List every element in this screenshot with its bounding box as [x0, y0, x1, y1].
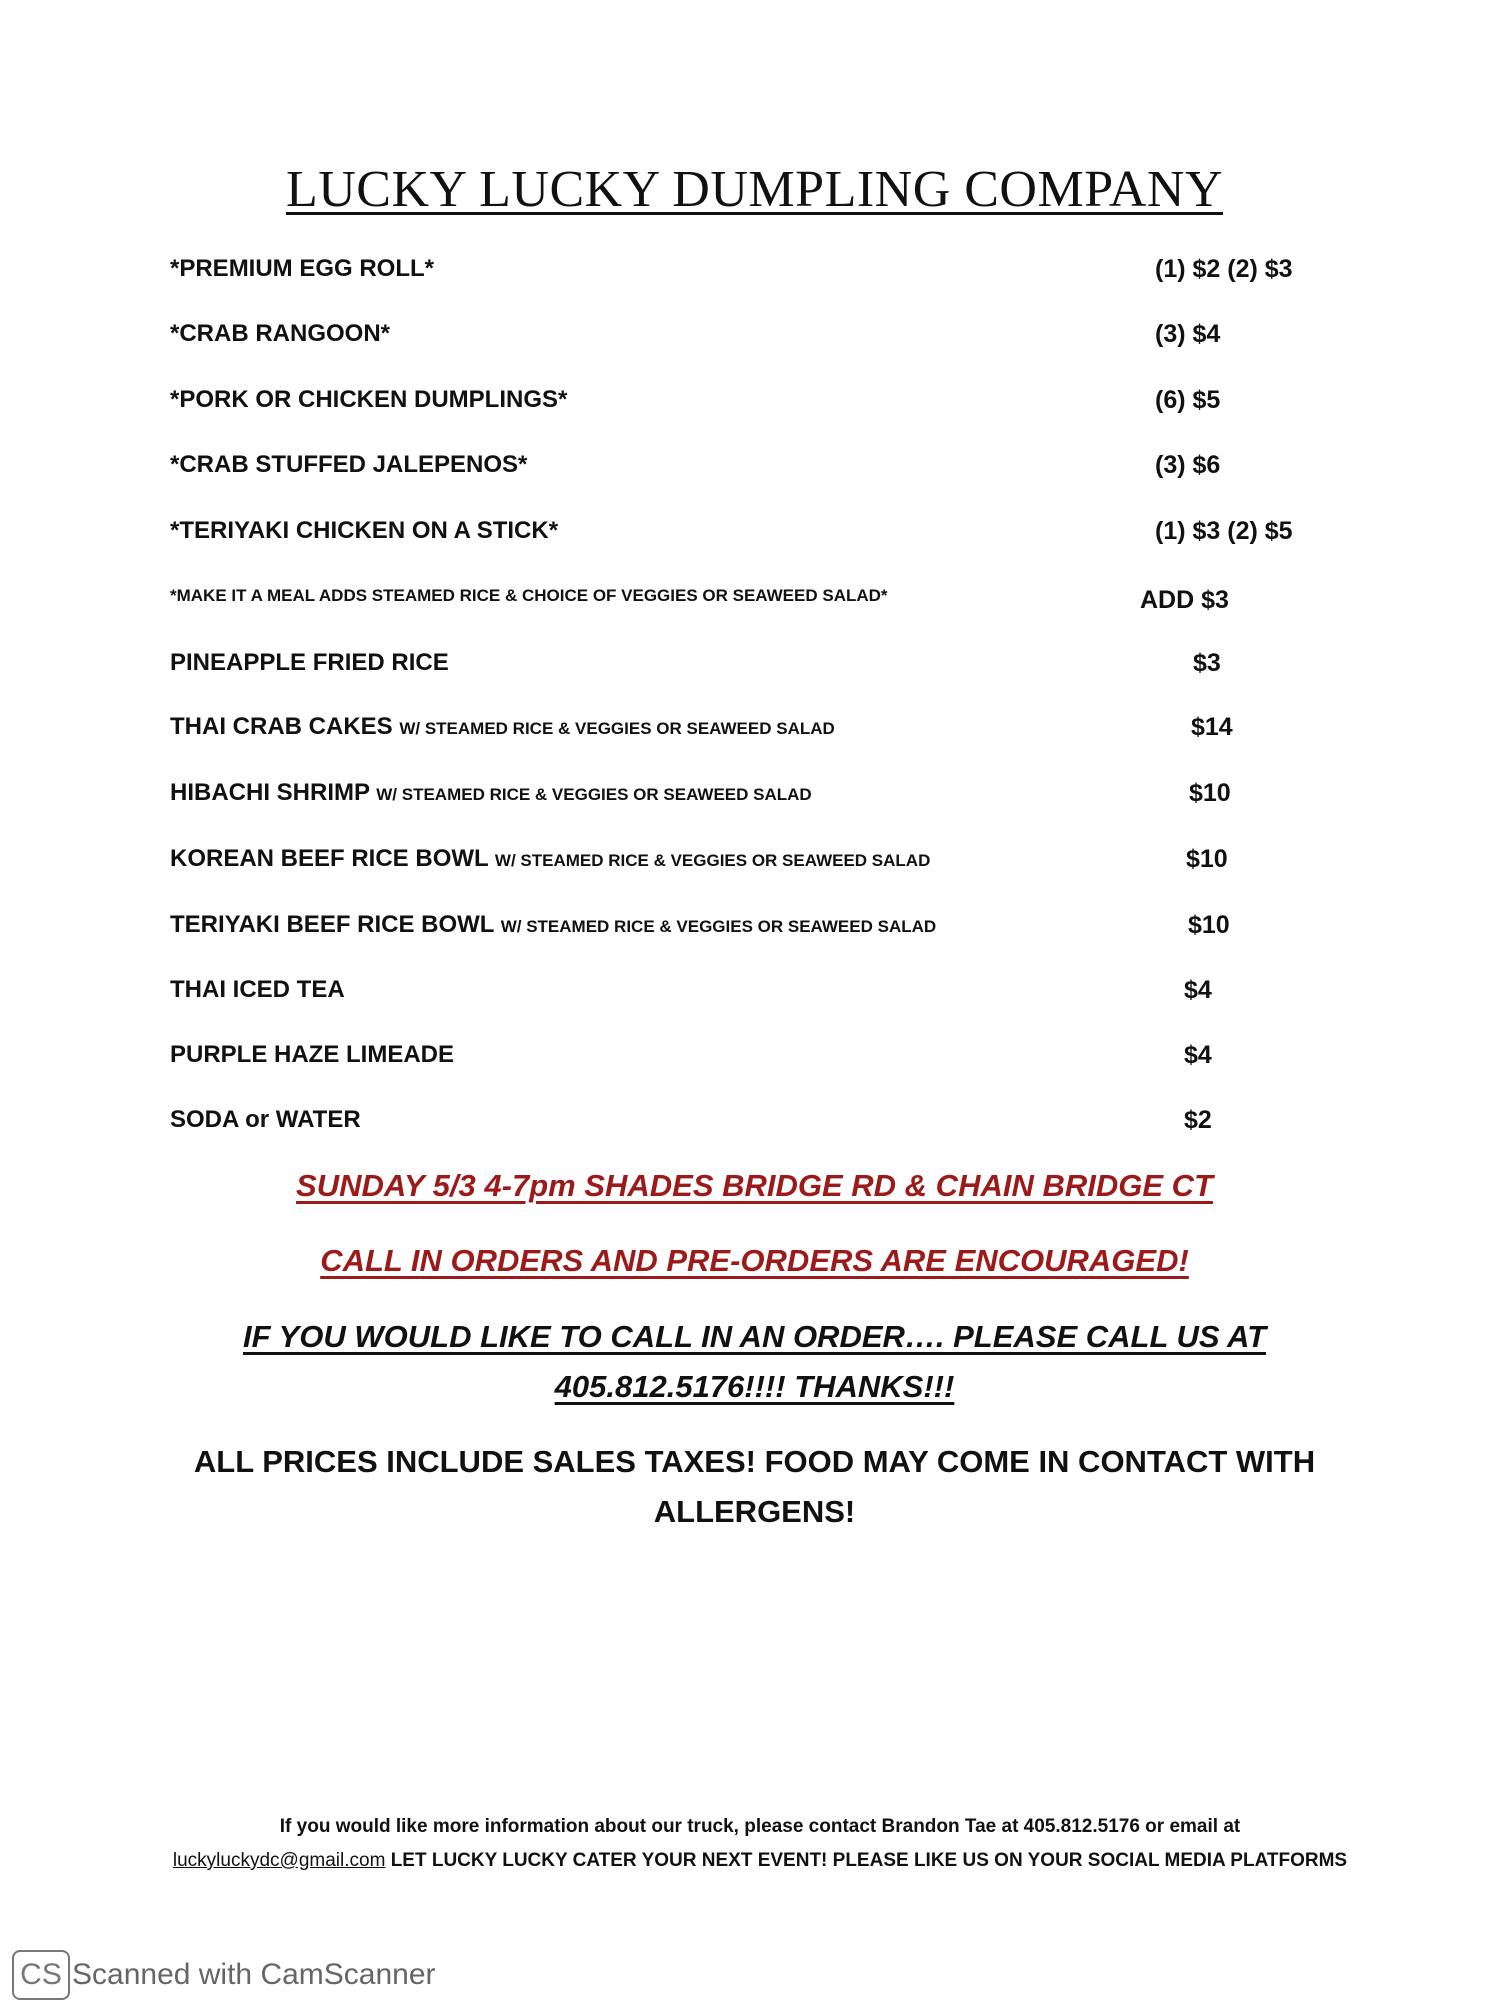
menu-item-name: *CRAB RANGOON*	[170, 320, 391, 347]
menu-item-price: $14	[1191, 713, 1233, 741]
footer-contact-line: If you would like more information about our truck, please contact Brandon Tae at 405.812.5176 or email at	[279, 1816, 1241, 1837]
camscanner-logo-icon: CS	[12, 1950, 70, 2000]
menu-item-name: THAI ICED TEA	[170, 976, 345, 1003]
call-order-line: IF YOU WOULD LIKE TO CALL IN AN ORDER…. PLEASE CALL US AT	[242, 1319, 1267, 1354]
menu-item	[170, 255, 1310, 295]
menu-item	[170, 386, 1310, 426]
menu-item-price: $4	[1184, 1041, 1212, 1069]
menu-item	[170, 713, 1310, 753]
menu-item-name: PINEAPPLE FRIED RICE	[170, 649, 449, 676]
menu-item	[170, 976, 1310, 1016]
menu-item	[170, 517, 1310, 557]
menu-item-name: SODA or WATER	[170, 1106, 361, 1133]
menu-item-name: *PORK OR CHICKEN DUMPLINGS*	[170, 386, 568, 413]
email-link[interactable]: luckyluckydc@gmail.com	[172, 1850, 386, 1871]
menu-item-price: (1) $3 (2) $5	[1155, 517, 1293, 545]
footer-contact	[170, 1810, 1350, 1878]
menu-item-name-group	[170, 845, 930, 873]
menu-item-name: HIBACHI SHRIMP	[170, 779, 370, 806]
camscanner-text: Scanned with CamScanner	[72, 1958, 436, 1991]
menu-item	[170, 911, 1310, 951]
menu-item	[170, 1041, 1310, 1081]
menu-item-name-group	[170, 779, 812, 807]
footer-cater-text: LET LUCKY LUCKY CATER YOUR NEXT EVENT! PLEASE LIKE US ON YOUR SOCIAL MEDIA PLATFORMS	[390, 1850, 1348, 1871]
menu-item-name: THAI CRAB CAKES	[170, 713, 393, 740]
menu-item-price: $3	[1193, 649, 1221, 677]
menu-item-note: W/ STEAMED RICE & VEGGIES OR SEAWEED SALAD	[376, 785, 812, 804]
menu-item	[170, 320, 1310, 360]
footer-cater-line	[170, 1844, 1350, 1878]
menu-item-note: W/ STEAMED RICE & VEGGIES OR SEAWEED SALAD	[494, 851, 931, 870]
menu-item-name: *MAKE IT A MEAL ADDS STEAMED RICE & CHOICE OF VEGGIES OR SEAWEED SALAD*	[170, 586, 888, 605]
menu-item-price: (6) $5	[1155, 386, 1221, 414]
menu-item-price: (3) $6	[1155, 451, 1221, 479]
preorder-notice: CALL IN ORDERS AND PRE-ORDERS ARE ENCOURAGED!	[320, 1243, 1189, 1278]
menu-item-note: W/ STEAMED RICE & VEGGIES OR SEAWEED SALAD	[399, 719, 835, 738]
menu-item-name-group	[170, 911, 936, 939]
menu-item-name: KOREAN BEEF RICE BOWL	[170, 845, 489, 872]
allergens-line: ALLERGENS!	[653, 1494, 856, 1529]
menu-item-price: (3) $4	[1155, 320, 1221, 348]
menu-item-name: TERIYAKI BEEF RICE BOWL	[170, 911, 495, 938]
menu-item	[170, 649, 1310, 689]
menu-item-price: $10	[1188, 911, 1230, 939]
taxes-line: ALL PRICES INCLUDE SALES TAXES! FOOD MAY COME IN CONTACT WITH	[193, 1444, 1316, 1479]
menu-item-name: *CRAB STUFFED JALEPENOS*	[170, 451, 528, 478]
call-order-notice	[0, 1312, 1509, 1412]
menu-item-price: $10	[1189, 779, 1231, 807]
menu-item-name-group	[170, 713, 835, 741]
menu-item-name: *TERIYAKI CHICKEN ON A STICK*	[170, 517, 559, 544]
menu-item	[170, 1106, 1310, 1146]
event-notice: SUNDAY 5/3 4-7pm SHADES BRIDGE RD & CHAIN BRIDGE CT	[296, 1168, 1213, 1203]
menu-item-price: $2	[1184, 1106, 1212, 1134]
menu-item-price: $10	[1186, 845, 1228, 873]
menu-item	[170, 586, 1310, 626]
menu-item-price: $4	[1184, 976, 1212, 1004]
menu-item-note: W/ STEAMED RICE & VEGGIES OR SEAWEED SALAD	[500, 917, 937, 936]
menu-title: LUCKY LUCKY DUMPLING COMPANY	[285, 161, 1224, 218]
menu-item	[170, 779, 1310, 819]
menu-item-name: *PREMIUM EGG ROLL*	[170, 255, 435, 282]
call-order-phone-line: 405.812.5176!!!! THANKS!!!	[554, 1369, 955, 1404]
menu-item	[170, 451, 1310, 491]
menu-item-price: ADD $3	[1140, 586, 1229, 614]
taxes-allergens-notice	[0, 1437, 1509, 1537]
menu-item-price: (1) $2 (2) $3	[1155, 255, 1293, 283]
camscanner-watermark	[12, 1948, 436, 2002]
menu-item	[170, 845, 1310, 885]
menu-item-name: PURPLE HAZE LIMEADE	[170, 1041, 455, 1068]
